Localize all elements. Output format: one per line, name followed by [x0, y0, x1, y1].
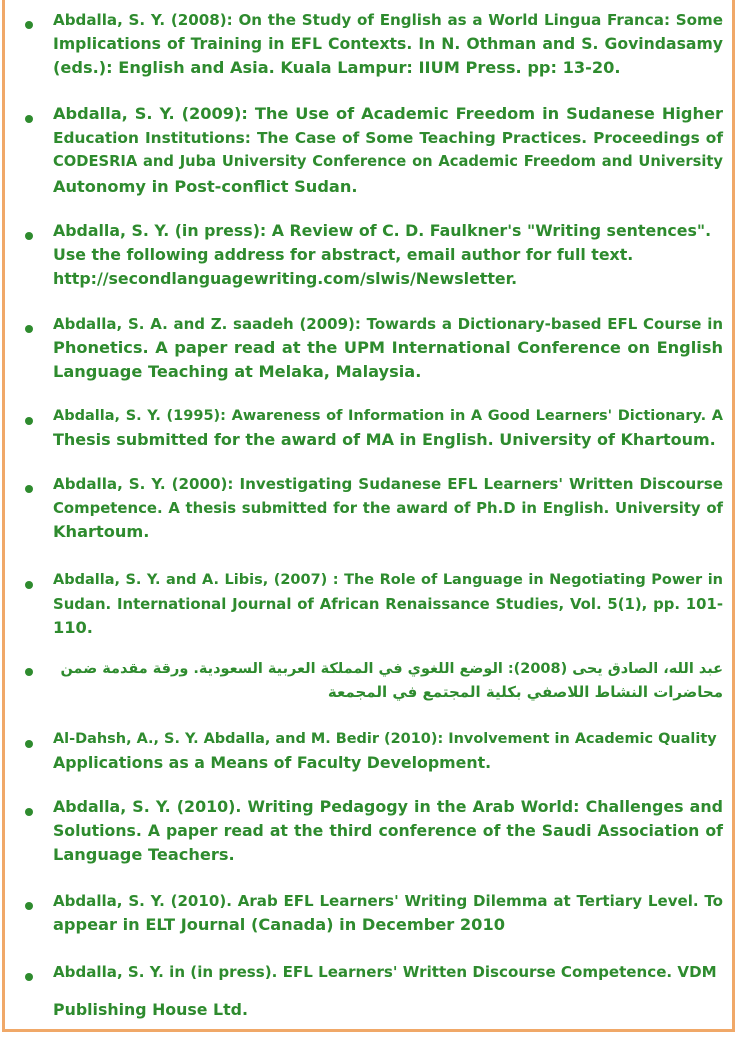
reference-line: محاضرات النشاط اللاصفي بكلية المجتمع في المجمعة: [327, 683, 723, 701]
reference-line: appear in ELT Journal (Canada) in December 2010: [53, 915, 505, 935]
reference-line: CODESRIA and Juba University Conference on Academic Freedom and University: [53, 153, 723, 171]
reference-text-arabic: [53, 658, 723, 704]
reference-line: (eds.): English and Asia. Kuala Lampur: IIUM Press. pp: 13-20.: [53, 58, 621, 78]
reference-text: [53, 404, 723, 452]
reference-text: [53, 727, 723, 775]
reference-text: [53, 102, 723, 199]
bullet-icon: [25, 581, 33, 589]
reference-text: [53, 472, 723, 545]
reference-line: Solutions. A paper read at the third conference of the Saudi Association of: [53, 821, 723, 841]
reference-line: Al-Dahsh, A., S. Y. Abdalla, and M. Bedir (2010): Involvement in Academic Quality: [53, 731, 717, 747]
reference-line: Abdalla, S. A. and Z. saadeh (2009): Towards a Dictionary-based EFL Course in: [53, 315, 723, 333]
reference-line: Abdalla, S. Y. in (in press). EFL Learners' Written Discourse Competence. VDM: [53, 963, 717, 981]
reference-line: Thesis submitted for the award of MA in English. University of Khartoum.: [53, 430, 716, 450]
bullet-icon: [25, 485, 33, 493]
reference-line: Use the following address for abstract, email author for full text.: [53, 245, 634, 265]
bullet-icon: [25, 808, 33, 816]
reference-line: 110.: [53, 618, 93, 638]
reference-line: عبد الله، الصادق يحى (2008): الوضع اللغوي في المملكة العربية السعودية. ورقة مقدمة ضمن: [60, 661, 723, 677]
reference-text: [53, 889, 723, 937]
reference-line: Abdalla, S. Y. (2008): On the Study of English as a World Lingua Franca: Some: [53, 11, 723, 29]
reference-line: http://secondlanguagewriting.com/slwis/Newsletter.: [53, 269, 518, 289]
reference-line: Abdalla, S. Y. and A. Libis, (2007) : The Role of Language in Negotiating Power in: [53, 572, 723, 588]
reference-line: Publishing House Ltd.: [53, 1000, 248, 1019]
reference-line: Language Teachers.: [53, 845, 235, 865]
reference-line: Abdalla, S. Y. (2010). Arab EFL Learners' Writing Dilemma at Tertiary Level. To: [53, 892, 723, 910]
reference-line: Abdalla, S. Y. (2010). Writing Pedagogy in the Arab World: Challenges and: [53, 797, 723, 816]
bullet-icon: [25, 21, 33, 29]
reference-line: Abdalla, S. Y. (2000): Investigating Sudanese EFL Learners' Written Discourse: [53, 475, 723, 493]
reference-line: Phonetics. A paper read at the UPM International Conference on English: [53, 338, 723, 358]
reference-line: Competence. A thesis submitted for the award of Ph.D in English. University of: [53, 499, 723, 518]
reference-line: Language Teaching at Melaka, Malaysia.: [53, 362, 422, 382]
reference-text: [53, 568, 723, 641]
reference-text: [53, 795, 723, 868]
reference-line: Abdalla, S. Y. (1995): Awareness of Information in A Good Learners' Dictionary. A: [53, 408, 723, 424]
reference-line: Abdalla, S. Y. (in press): A Review of C. D. Faulkner's "Writing sentences".: [53, 221, 712, 240]
bullet-icon: [25, 115, 33, 123]
reference-line: Implications of Training in EFL Contexts. In N. Othman and S. Govindasamy: [53, 34, 723, 54]
reference-line: Khartoum.: [53, 522, 150, 542]
reference-text: [53, 312, 723, 385]
reference-line: Abdalla, S. Y. (2009): The Use of Academic Freedom in Sudanese Higher: [53, 104, 723, 123]
bullet-icon: [25, 232, 33, 240]
bullet-icon: [25, 902, 33, 910]
bullet-icon: [25, 740, 33, 748]
reference-line: Education Institutions: The Case of Some Teaching Practices. Proceedings of: [53, 129, 723, 148]
reference-line: Sudan. International Journal of African Renaissance Studies, Vol. 5(1), pp. 101-: [53, 595, 723, 614]
reference-text: [53, 8, 723, 81]
bullet-icon: [25, 973, 33, 981]
bullet-icon: [25, 417, 33, 425]
reference-line: Applications as a Means of Faculty Development.: [53, 753, 492, 773]
reference-text: [53, 954, 723, 1028]
reference-text: [53, 219, 723, 292]
bullet-icon: [25, 668, 33, 676]
reference-line: Autonomy in Post-conflict Sudan.: [53, 176, 358, 196]
bullet-icon: [25, 325, 33, 333]
